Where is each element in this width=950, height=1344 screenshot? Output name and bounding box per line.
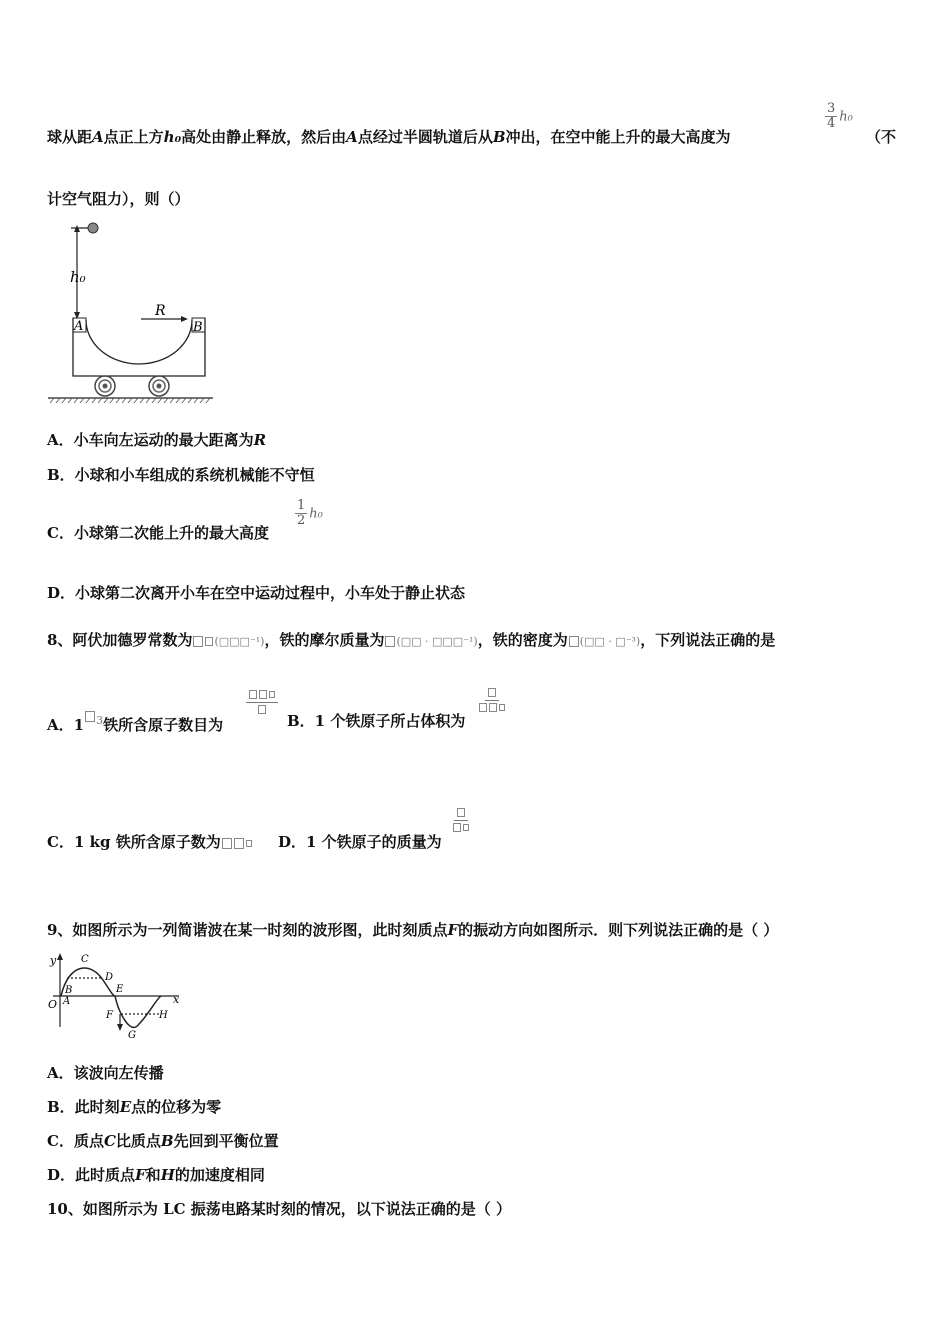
q7-stem-line1 (47, 127, 731, 147)
q7-option-b-text: B．小球和小车组成的系统机械能不守恒 (47, 466, 315, 484)
q9-option-d (47, 1165, 265, 1185)
q7-option-a (47, 430, 266, 450)
q8-option-d-frac (452, 806, 470, 835)
q9-option-d-text-1: D．此时质点 (47, 1166, 136, 1184)
q8-option-d (278, 832, 442, 852)
q8-option-d-text: D．1 个铁原子的质量为 (278, 833, 442, 851)
q9-stem (47, 920, 778, 940)
q9-label-f: F (106, 1010, 113, 1021)
q7-h0: h₀ (163, 128, 182, 146)
q7-frac-den: 4 (827, 116, 836, 131)
q8-option-a-text-2: 铁所含原子数目为 (103, 716, 224, 734)
q8-option-d-num (454, 806, 468, 821)
q7-option-c (47, 523, 269, 543)
q8-text-4: ，下列说法正确的是 (640, 631, 776, 649)
q9-option-c-text-3: 先回到平衡位置 (173, 1132, 279, 1150)
q7-frac (825, 102, 837, 131)
symbol-placeholder-icon (569, 636, 579, 647)
symbol-placeholder-icon (234, 838, 244, 849)
q9-label-d: D (105, 972, 114, 983)
q8-option-a (47, 711, 223, 735)
q8-option-b-text: B．1 个铁原子所占体积为 (287, 712, 466, 730)
q9-text-1: 9、如图所示为一列简谐波在某一时刻的波形图，此时刻质点 (47, 921, 448, 939)
q8-option-c (47, 832, 253, 852)
q7-option-a-var: R (253, 431, 267, 449)
q7-point-a: A (92, 128, 104, 146)
q8-option-a-text-1: A．1 (47, 716, 85, 734)
q8-unit-3: (□□ · □⁻³) (579, 635, 641, 648)
q8-unit-1: (□□□⁻¹) (214, 635, 265, 648)
q7-text-3: 高处由静止释放，然后由 (181, 128, 347, 146)
q7-cart-figure (45, 218, 220, 408)
q10-text: 10、如图所示为 LC 振荡电路某时刻的情况，以下说法正确的是（ ） (47, 1200, 512, 1218)
q9-label-h: H (159, 1010, 168, 1021)
q7-cart-body (73, 318, 205, 376)
q9-option-d-text-2: 和 (145, 1166, 161, 1184)
q8-option-d-den (452, 821, 470, 835)
q9-option-d-var-2: H (160, 1166, 175, 1184)
q9-option-d-text-3: 的加速度相同 (174, 1166, 265, 1184)
q9-option-c (47, 1131, 279, 1151)
q7-text-6: （不 (866, 128, 897, 146)
q9-label-x: x (173, 993, 180, 1006)
q7-text-1: 球从距 (47, 128, 93, 146)
q8-option-a-frac (246, 688, 278, 717)
q9-text-2: 的振动方向如图所示．则下列说法正确的是（ ） (458, 921, 779, 939)
q7-option-c-var: h₀ (309, 506, 323, 522)
q9-option-b-var: E (119, 1098, 132, 1116)
symbol-placeholder-icon (85, 711, 95, 722)
q7-half-pipe (86, 320, 192, 364)
q9-label-g: G (128, 1030, 136, 1041)
q7-fig-h0: h₀ (70, 268, 86, 286)
q7-option-c-fraction (293, 499, 323, 528)
q7-option-b (47, 465, 315, 485)
q7-option-c-den: 2 (297, 513, 306, 528)
q8-unit-2: (□□ · □□□⁻¹) (396, 635, 478, 648)
q7-ground-hatch (50, 398, 210, 403)
q7-frac-var: h₀ (839, 109, 853, 125)
q8-option-b (287, 711, 465, 731)
q7-option-c-num: 1 (297, 498, 306, 513)
q7-radius-arrow (181, 316, 188, 322)
q8-option-a-sup: 3 (96, 714, 104, 727)
q9-label-b: B (65, 985, 73, 996)
q8-option-b-fraction (476, 686, 508, 715)
q9-label-y: y (50, 954, 57, 967)
q7-stem-line2 (47, 189, 190, 209)
q7-text-7: 计空气阻力），则（） (47, 190, 190, 208)
q7-text-4: 点经过半圆轨道后从 (357, 128, 493, 146)
q7-option-a-text: A．小车向左运动的最大距离为 (47, 431, 254, 449)
q9-label-e: E (116, 984, 124, 995)
q9-f-arrow (117, 1024, 123, 1031)
q7-option-d-text: D．小球第二次离开小车在空中运动过程中，小车处于静止状态 (47, 584, 466, 602)
q7-text-5: 冲出，在空中能上升的最大高度为 (505, 128, 731, 146)
q7-text-2: 点正上方 (103, 128, 164, 146)
q7-ball (88, 223, 98, 233)
q10-stem (47, 1199, 511, 1219)
q7-fig-a: A (74, 319, 84, 334)
q9-label-o: O (48, 998, 58, 1011)
q9-option-a (47, 1063, 164, 1083)
q7-stem-line1-end (866, 127, 896, 147)
q8-option-a-den (257, 703, 267, 717)
q7-wheel-left (95, 376, 115, 396)
q9-label-a: A (63, 996, 71, 1007)
q9-option-d-var-1: F (135, 1166, 146, 1184)
q8-option-a-num (246, 688, 278, 703)
q9-option-c-var-2: B (160, 1132, 174, 1150)
q9-label-c: C (81, 954, 89, 965)
q7-option-d (47, 583, 465, 603)
q9-option-b-text-1: B．此时刻 (47, 1098, 120, 1116)
q7-max-height-fraction (823, 102, 853, 131)
q8-stem (47, 630, 775, 652)
q8-option-b-frac (478, 686, 506, 715)
q8-option-c-text: C．1 kg 铁所含原子数为 (47, 833, 221, 851)
q9-option-c-var-1: C (103, 1132, 116, 1150)
q8-option-a-fraction (244, 688, 280, 717)
q7-frac-num: 3 (827, 101, 836, 116)
q7-fig-b: B (193, 320, 203, 335)
q7-point-a-2: A (346, 128, 358, 146)
q9-option-b (47, 1097, 221, 1117)
q9-point-f: F (447, 921, 459, 939)
q9-option-a-text: A．该波向左传播 (47, 1064, 164, 1082)
symbol-placeholder-icon (222, 838, 232, 849)
q7-point-b: B (492, 128, 506, 146)
symbol-placeholder-icon (246, 840, 252, 847)
symbol-placeholder-icon (205, 637, 213, 646)
q9-y-arrow (57, 953, 63, 960)
q9-option-b-text-2: 点的位移为零 (131, 1098, 222, 1116)
q9-option-c-text-2: 比质点 (115, 1132, 161, 1150)
q7-fig-r: R (155, 303, 166, 319)
q8-option-d-fraction (450, 806, 472, 835)
q7-option-c-frac (295, 499, 307, 528)
q8-option-b-den (478, 701, 506, 715)
q7-wheel-right (149, 376, 169, 396)
symbol-placeholder-icon (385, 636, 395, 647)
q9-wave-figure (45, 952, 185, 1044)
symbol-placeholder-icon (193, 636, 203, 647)
q9-option-c-text-1: C．质点 (47, 1132, 104, 1150)
q8-text-2: ，铁的摩尔质量为 (264, 631, 385, 649)
q8-text-1: 8、阿伏加德罗常数为 (47, 631, 193, 649)
q8-option-b-num (485, 686, 499, 701)
q7-option-c-text: C．小球第二次能上升的最大高度 (47, 524, 269, 542)
q8-text-3: ，铁的密度为 (477, 631, 568, 649)
